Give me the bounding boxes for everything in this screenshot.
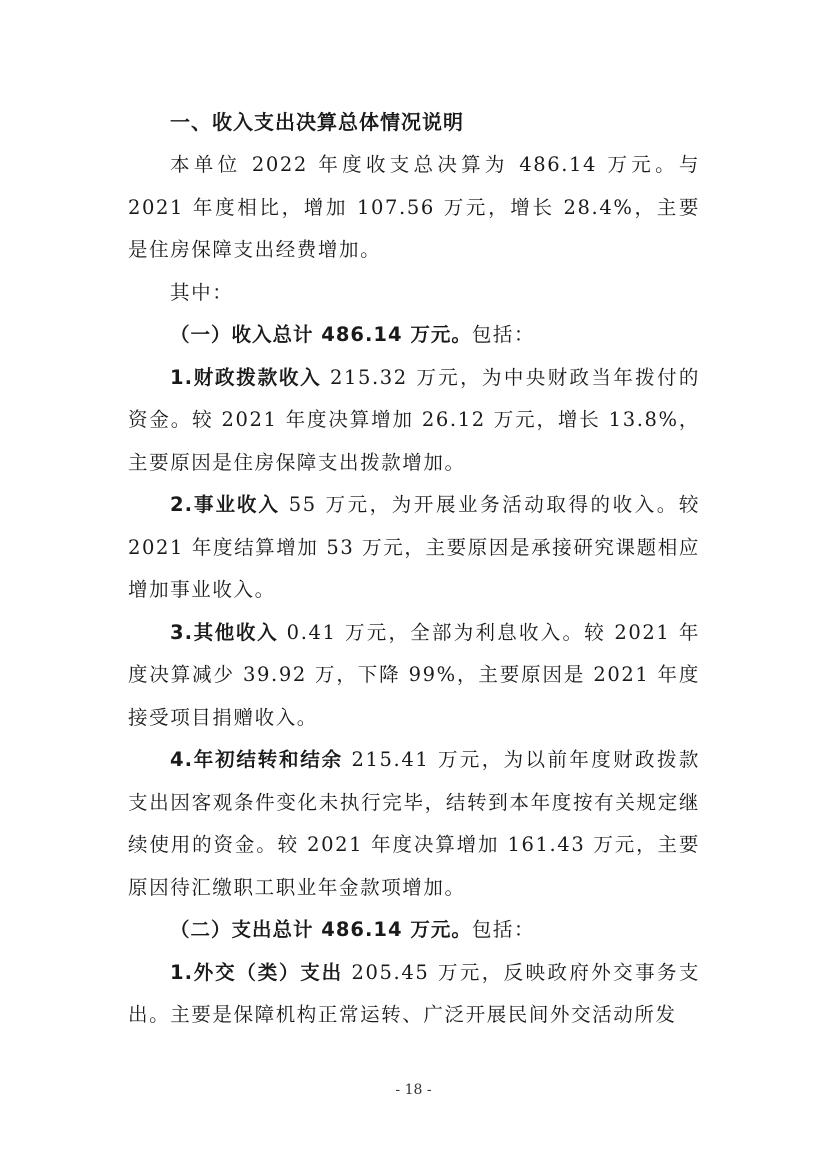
paragraph-text: 215.32 万元，为中央财政当年拨付的资金。较 2021 年度决算增加 26.12 万元，增长 13.8%， 主要原因是住房保障支出拨款增加。: [128, 365, 700, 474]
paragraph-text: 包括：: [471, 918, 536, 941]
section-heading: 一、收入支出决算总体情况说明: [170, 110, 464, 134]
paragraph-carryover: [128, 739, 700, 909]
item-title: 4.年初结转和结余: [170, 748, 343, 771]
paragraph-text: 55 万元，为开展业务活动取得的收入。较 2021 年度结算增加 53 万元，主要原因是承接研究课题相应增加事业收入。: [128, 493, 700, 601]
subsection-income-total: [128, 314, 700, 357]
paragraph-text: 其中：: [170, 280, 234, 304]
paragraph-text: 205.45 万元，反映政府外交事务支出。主要是保障机构正常运转、广泛开展民间外交活动所发: [128, 960, 700, 1026]
page-number: - 18 -: [395, 1082, 432, 1098]
paragraph-foreign-affairs: [128, 952, 700, 1037]
item-title: 1.财政拨款收入: [170, 365, 322, 389]
paragraph-summary: [128, 144, 700, 272]
document-body: [128, 100, 700, 1037]
paragraph-text: 215.41 万元，为以前年度财政拨款支出因客观条件变化未执行完毕，结转到本年度按有关规定继续使用的资金。较 2021 年度决算增加 161.43 万元，主要原因待汇缴职工职业年金款项增加。: [128, 748, 700, 899]
item-title: 2.事业收入: [170, 493, 280, 516]
item-title: 3.其他收入: [170, 620, 279, 644]
paragraph-text: 包括：: [471, 323, 536, 346]
paragraph-text: 本单位 2022 年度收支总决算为 486.14 万元。与 2021 年度相比，增加 107.56 万元，增长 28.4%，主要是住房保障支出经费增加。: [128, 153, 700, 261]
paragraph-fiscal-income: [128, 357, 700, 485]
paragraph-business-income: [128, 484, 700, 612]
item-title: 1.外交（类）支出: [170, 960, 343, 984]
subsection-title: （一）收入总计 486.14 万元。: [170, 323, 472, 346]
subsection-title: （二）支出总计 486.14 万元。: [170, 918, 472, 941]
paragraph-text: 0.41 万元，全部为利息收入。较 2021 年度决算减少 39.92 万，下降 99%，主要原因是 2021 年度接受项目捐赠收入。: [128, 620, 700, 729]
subsection-expense-total: [128, 909, 700, 952]
paragraph-other-income: [128, 612, 700, 740]
paragraph-among: [128, 272, 700, 315]
